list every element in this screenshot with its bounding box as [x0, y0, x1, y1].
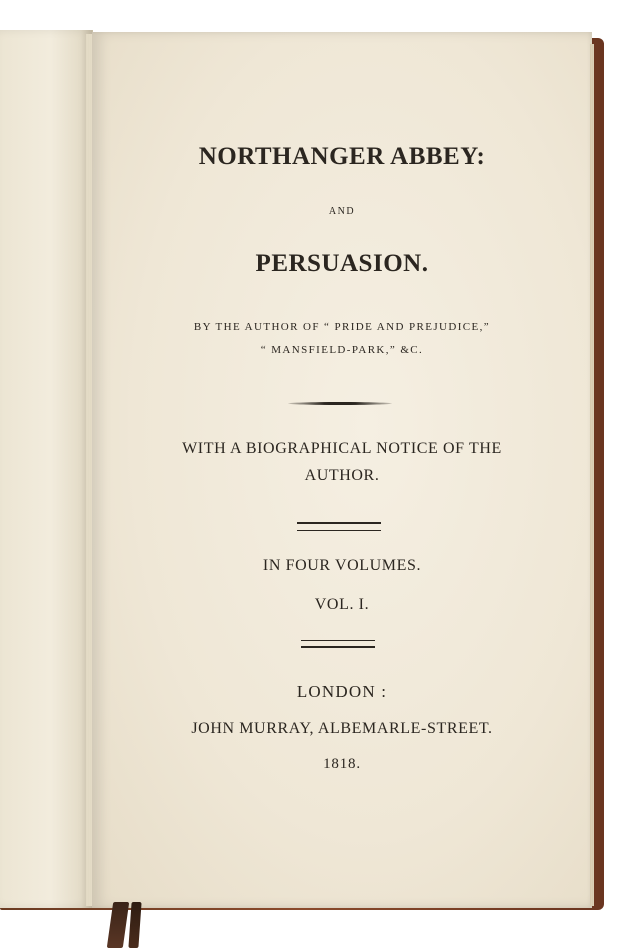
double-rule-lower [301, 640, 375, 648]
book-title: NORTHANGER ABBEY: [198, 143, 486, 170]
ribbon-bookmark-secondary[interactable] [128, 902, 141, 948]
imprint-city: LONDON : [296, 682, 388, 701]
volume-number: VOL. I. [314, 596, 370, 613]
double-rule-upper [297, 522, 381, 531]
volume-count: IN FOUR VOLUMES. [262, 557, 422, 574]
imprint-year: 1818. [323, 756, 361, 772]
biographical-notice-line-1: WITH A BIOGRAPHICAL NOTICE OF THE [182, 440, 502, 457]
swelled-rule [288, 402, 392, 405]
imprint-publisher: JOHN MURRAY, ALBEMARLE-STREET. [191, 720, 493, 737]
byline-line-2: “ MANSFIELD-PARK,” &C. [260, 344, 424, 356]
second-book-title: PERSUASION. [255, 250, 429, 277]
title-conjunction: AND [328, 206, 356, 217]
left-page [0, 30, 93, 908]
biographical-notice-line-2: AUTHOR. [304, 467, 380, 484]
byline-line-1: BY THE AUTHOR OF “ PRIDE AND PREJUDICE,” [193, 321, 491, 333]
